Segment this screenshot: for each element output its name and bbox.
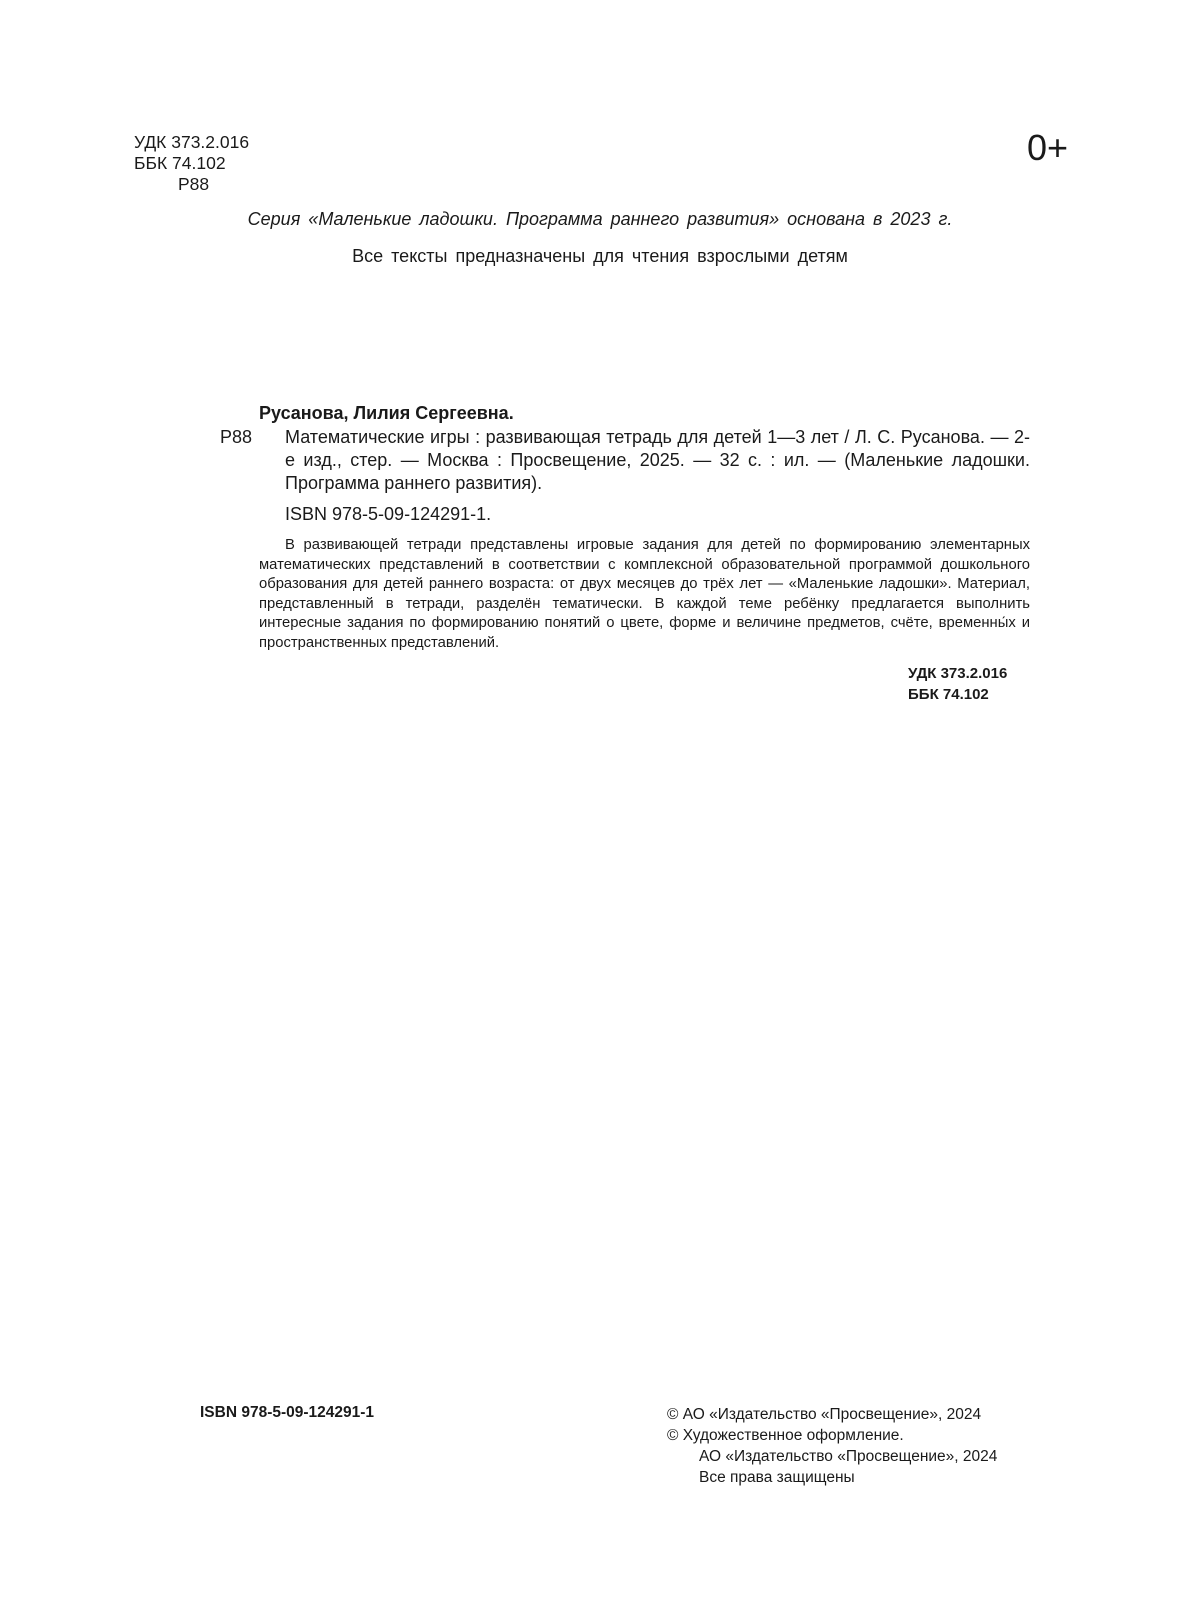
copyright-design-owner: АО «Издательство «Просвещение», 2024 — [699, 1448, 998, 1465]
header-bbk: ББК 74.102 — [134, 153, 226, 173]
catalog-card — [220, 402, 1030, 705]
rights-reserved: Все права защищены — [699, 1469, 855, 1486]
card-cipher: Р88 — [220, 427, 253, 447]
header-udk: УДК 373.2.016 — [134, 132, 250, 152]
series-line: Серия «Маленькие ладошки. Программа раннего развития» основана в 2023 г. — [247, 209, 953, 229]
card-abstract: В развивающей тетради представлены игровые задания для детей по формированию элементарных математических представлений в соответствии с комплексной образовательной программой дошкольного образования для детей раннего возраста: от двух месяцев до трёх лет — «Маленькие ладошки». Материал, представленный в тетради, разделён тематически. В каждой теме ребёнку предлагается выполнить интересные задания по формированию понятий о цвете, форме и величине предметов, счёте, временны́х и пространственных представлений. — [259, 537, 1030, 651]
copyright-design: © Художественное оформление. — [667, 1427, 904, 1444]
header-cipher: Р88 — [178, 174, 210, 194]
header-classification-codes — [134, 132, 249, 195]
reading-note: Все тексты предназначены для чтения взрослыми детям — [352, 246, 848, 266]
card-bbk: ББК 74.102 — [908, 686, 989, 703]
copyright-block — [667, 1404, 997, 1488]
card-title: Математические игры : развивающая тетрадь для детей 1—3 лет / Л. С. Русанова. — 2-е изд., стер. — Москва : Просвещение, 2025. — 32 с. : ил. — (Маленькие ладошки. Программа раннего развития). — [285, 427, 1030, 493]
card-codes — [908, 663, 1030, 705]
copyright-publisher: © АО «Издательство «Просвещение», 2024 — [667, 1406, 982, 1423]
card-udk: УДК 373.2.016 — [908, 665, 1008, 682]
card-isbn: ISBN 978-5-09-124291-1. — [285, 504, 492, 524]
footer-isbn: ISBN 978-5-09-124291-1 — [200, 1404, 375, 1421]
card-author: Русанова, Лилия Сергеевна. — [259, 403, 514, 423]
age-rating: 0+ — [1027, 127, 1069, 168]
card-main — [220, 426, 1030, 495]
